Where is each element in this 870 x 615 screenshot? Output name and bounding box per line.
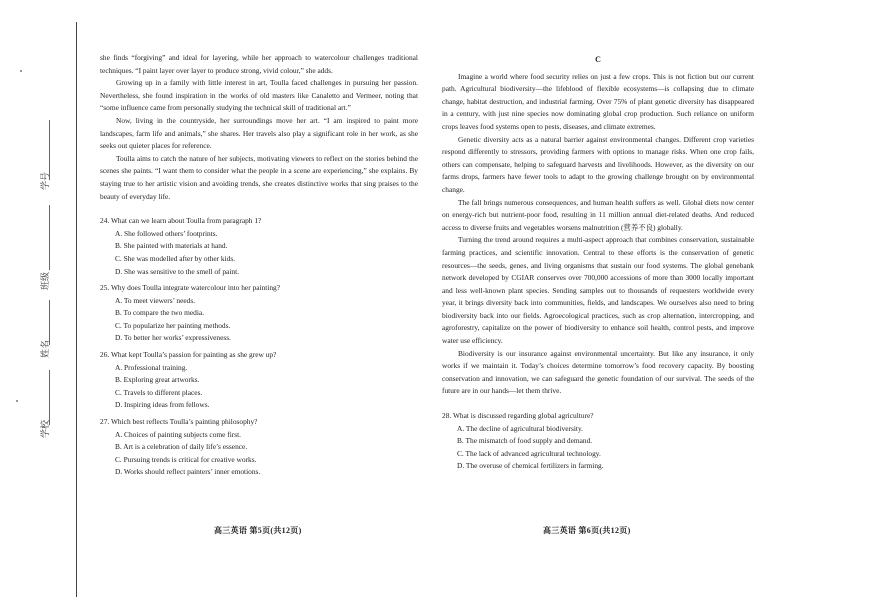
margin-rule xyxy=(49,205,50,270)
name-label: 姓名 xyxy=(40,339,50,358)
question-28 xyxy=(442,410,754,473)
option-d: D. To better her works’ expressiveness. xyxy=(115,333,231,343)
margin-rule xyxy=(49,370,50,425)
scan-speck xyxy=(16,400,18,402)
right-page xyxy=(442,54,754,473)
option-b: B. Art is a celebration of daily life’s essence. xyxy=(115,442,248,452)
option-c: C. The lack of advanced agricultural technology. xyxy=(457,448,601,458)
option-d: D. The overuse of chemical fertilizers in farming. xyxy=(457,461,604,471)
option-b: B. The mismatch of food supply and demand. xyxy=(457,436,593,446)
passage-paragraph: Imagine a world where food security relies on just a few crops. This is not fiction but our current path. Agricultural biodiversity—the lifeblood of flexible ecosystems—is collapsing due to climate change, habitat destruction, and industrial farming. Over 75% of plant genetic diversity has disappeared in a century, with just nine species now dominating global crop production. Such reliance on uniform crops leaves food systems open to pests, diseases, and climate extremes. xyxy=(442,71,754,131)
option-c: C. To popularize her painting methods. xyxy=(115,320,231,330)
question-stem: 26. What kept Toulla’s passion for painting as she grew up? xyxy=(100,350,277,360)
question-24 xyxy=(100,215,418,278)
passage-paragraph: Toulla aims to catch the nature of her subjects, motivating viewers to reflect on the stories behind the scenes she paints. “I want them to consider what the people in a scene are experiencing,” she explains. By staying true to her artistic vision and avoiding trends, she creates distinctive works that sing praises to the beauty of everyday life. xyxy=(100,153,418,201)
option-a: A. She followed others’ footprints. xyxy=(115,228,218,238)
option-c: C. Travels to different places. xyxy=(115,387,203,397)
question-stem: 25. Why does Toulla integrate watercolour into her painting? xyxy=(100,283,281,293)
exam-no-label: 学号 xyxy=(40,171,50,190)
question-26 xyxy=(100,349,418,412)
page-footer-right: 高三英语 第6页(共12页) xyxy=(543,526,631,535)
option-b: B. To compare the two media. xyxy=(115,308,205,318)
option-a: A. The decline of agricultural biodiversity. xyxy=(457,423,584,433)
option-a: A. Choices of painting subjects come first. xyxy=(115,429,242,439)
option-c: C. Pursuing trends is critical for creative works. xyxy=(115,454,257,464)
option-b: B. She painted with materials at hand. xyxy=(115,241,228,251)
option-d: D. She was sensitive to the smell of paint. xyxy=(115,266,239,276)
question-stem: 24. What can we learn about Toulla from paragraph 1? xyxy=(100,216,262,226)
option-a: A. To meet viewers’ needs. xyxy=(115,295,196,305)
passage-paragraph: Biodiversity is our insurance against environmental uncertainty. But like any insurance, it only works if we maintain it. Today’s choices determine tomorrow’s food recovery capacity. By boosting conservation and innovation, we can safeguard the genetic foundation of our survival. The seeds of the future are in our hands—let them thrive. xyxy=(442,348,754,396)
option-d: D. Works should reflect painters’ inner emotions. xyxy=(115,467,261,477)
passage-paragraph: Growing up in a family with little interest in art, Toulla faced challenges in pursuing her passion. Nevertheless, she found inspiration in the works of old masters like Canaletto and Vermeer, noting that “some influence came from personally studying the technical skill of traditional art.” xyxy=(100,78,418,113)
margin-rule xyxy=(49,300,50,345)
question-stem: 27. Which best reflects Toulla’s painting philosophy? xyxy=(100,417,258,427)
class-label: 班级 xyxy=(40,271,50,290)
option-d: D. Inspiring ideas from fellows. xyxy=(115,400,210,410)
passage-paragraph: The fall brings numerous consequences, and human health suffers as well. Global diets now center on energy-rich but nutrient-poor food, resulting in 11 million annual diet-related deaths. And reduced access to diverse fruits and vegetables worsens malnutrition (营养不良) globally. xyxy=(442,197,754,232)
question-stem: 28. What is discussed regarding global agriculture? xyxy=(442,411,594,421)
school-label: 学校 xyxy=(40,419,50,438)
scan-speck xyxy=(20,70,22,72)
option-b: B. Exploring great artworks. xyxy=(115,375,200,385)
passage-paragraph: Now, living in the countryside, her surroundings move her art. “I am inspired to paint more landscapes, farm life and animals,” she shares. Her travels also play a significant role in her work, as she seeks out quieter places for reference. xyxy=(100,115,418,151)
passage-title: C xyxy=(595,55,601,64)
left-page xyxy=(100,52,418,479)
passage-paragraph: Turning the trend around requires a multi-aspect approach that combines conservation, sustainable farming practices, and scientific innovation. Central to these efforts is the conservation of genetic resources—the seeds, genes, and living organisms that sustain our food systems. The global genebank network developed by CGIAR conserves over 700,000 accessions of more than 3000 locally important and less well-known plant species. Sending samples out to thousands of requesters worldwide every year, it brings diversity back into communities, fields, and landscapes. We ourselves also need to bring biodiversity back into our fields. Agroecological practices, such as crop alternation, intercropping, and agroforestry, capitalize on the power of biodiversity to enhance soil health, control pests, and improve water use efficiency. xyxy=(442,235,754,346)
passage-paragraph: Genetic diversity acts as a natural barrier against environmental changes. Different crop varieties respond differently to stressors, providing farmers with options to manage risks. When one crop fails, others can compensate, helping to safeguard harvests and livelihoods. However, as the diversity on our farms drops, farmers have fewer tools to adapt to the growing challenge brought on by environmental change. xyxy=(442,134,754,194)
option-c: C. She was modelled after by other kids. xyxy=(115,253,236,263)
question-27 xyxy=(100,416,418,479)
option-a: A. Professional training. xyxy=(115,362,188,372)
question-25 xyxy=(100,282,418,345)
passage-paragraph: she finds “forgiving” and ideal for layering, while her approach to watercolour challenges traditional techniques. “I paint layer over layer to produce strong, vivid colour,” she adds. xyxy=(100,53,418,75)
page-footer-left: 高三英语 第5页(共12页) xyxy=(214,526,302,535)
binding-line xyxy=(76,22,77,597)
